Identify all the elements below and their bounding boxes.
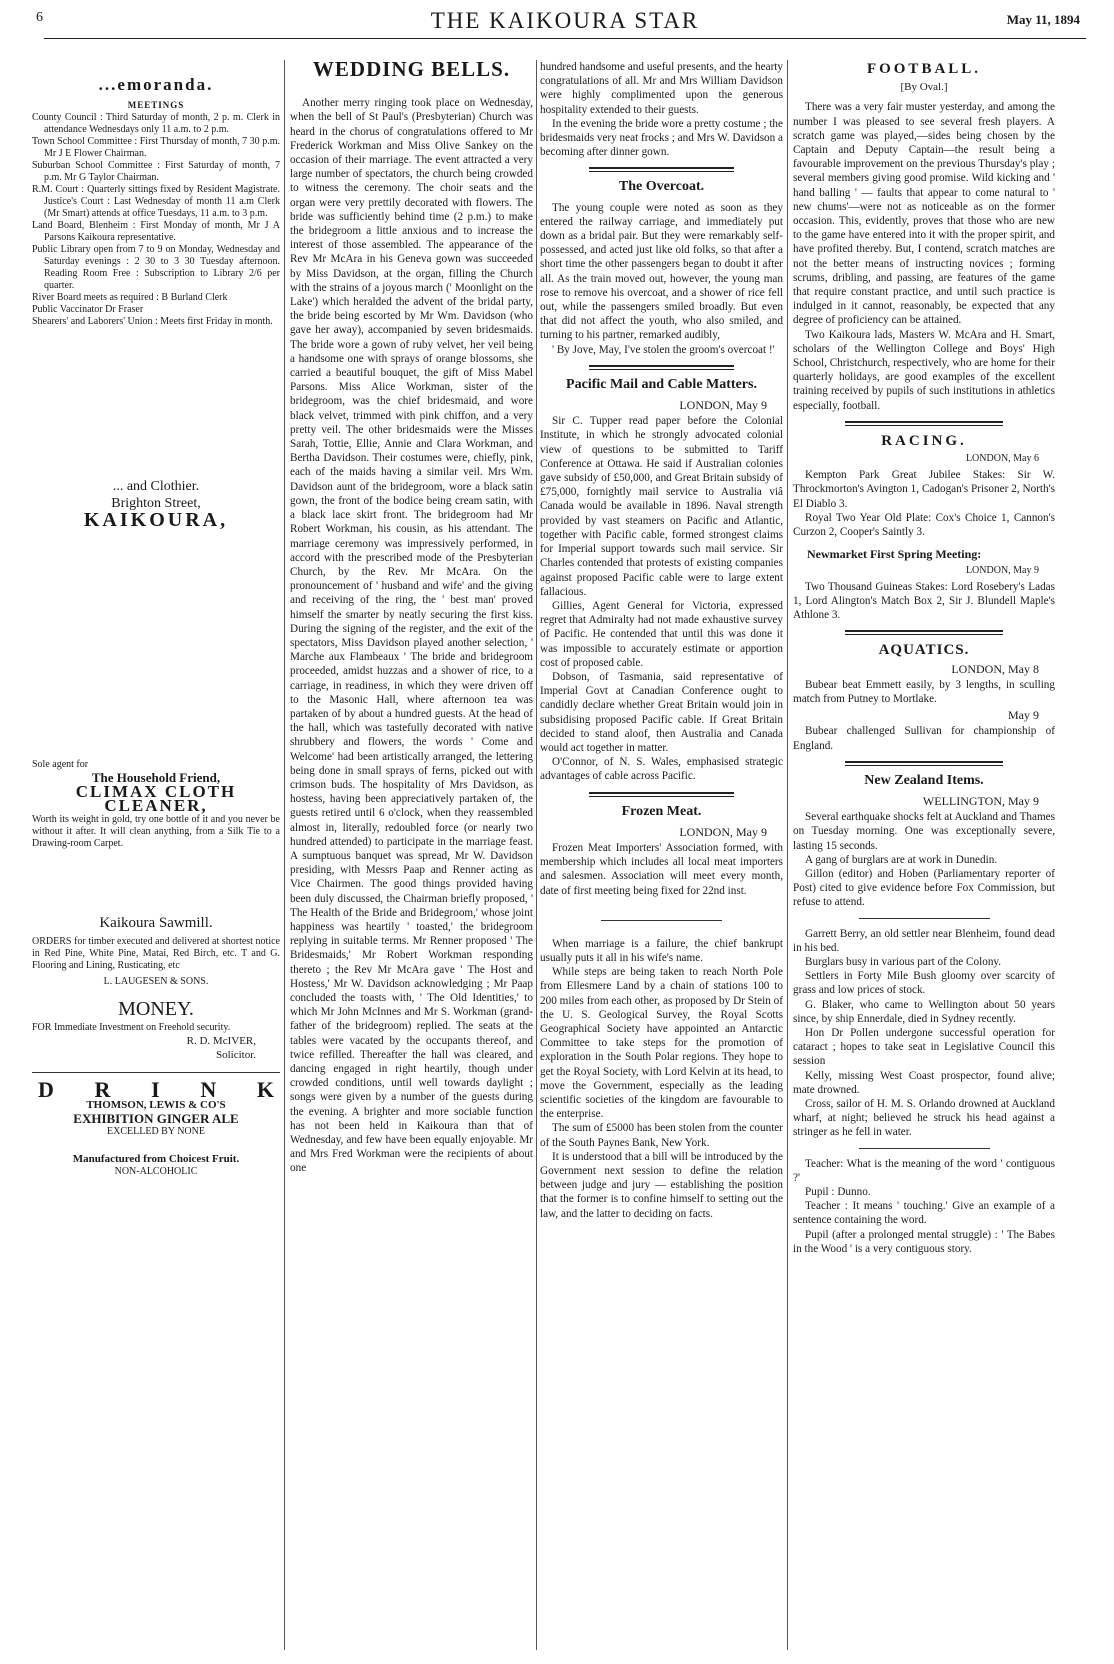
joke-line: Teacher : It means ' touching.' Give an example of a sentence containing the word. (793, 1200, 1055, 1227)
pacific-para: Dobson, of Tasmania, said representative of Imperial Govt at Canadian Conference ought to candidly declare whether Great Britain would join in subsidising proposed Pacific cable. If Great Britain decided to stand aloof, then Australia and Canada would act together in matter. (540, 670, 783, 754)
household-ad-intro: Sole agent for (32, 759, 89, 771)
football-para: Two Kaikoura lads, Masters W. McAra and H. Smart, scholars of the Wellington College and Boys' High School, Christchurch, respectively, who are home for their quarterly holidays, are good examples of the excellent training received by pupils of such institutions in athletics especially, football. (793, 328, 1055, 412)
meeting-item: Shearers' and Laborers' Union : Meets first Friday in month. (32, 316, 273, 328)
aquatics-title: AQUATICS. (878, 642, 970, 659)
column-2 (290, 60, 533, 1656)
section-rule (845, 761, 1002, 766)
aquatics-dateline-2: May 9 (1008, 708, 1039, 723)
drink-ad-line2: EXHIBITION GINGER ALE (73, 1110, 239, 1126)
column-4 (793, 60, 1055, 1656)
pacific-para: Gillies, Agent General for Victoria, expressed regret that Admiralty had not made exhaustive survey of Pacific. He contended that until this was done it was impossible to accurately estimate or apportion cost of proposed cable. (540, 599, 783, 669)
memoranda-title: ...emoranda. (98, 75, 214, 94)
column-1 (32, 60, 280, 1656)
frozen-meat-para: Frozen Meat Importers' Association formed, with membership which includes all local meat importers and salesmen. Association will meet every month, date of first meeting being fixed for 22nd inst. (540, 841, 783, 897)
money-ad-sig1: R. D. McIVER, (186, 1035, 256, 1048)
clothier-ad-line1: ... and Clothier. (112, 479, 200, 495)
misc-para: It is understood that a bill will be introduced by the Government next session to define the relation between judge and jury — establishing the position that the former is to confine himself to setting out the law, and the latter to deciding on facts. (540, 1150, 783, 1220)
newspaper-title: THE KAIKOURA STAR (430, 8, 700, 33)
meeting-item: River Board meets as required : B Burland Clerk (32, 292, 228, 304)
nz-items-title: New Zealand Items. (864, 772, 984, 788)
misc-para: When marriage is a failure, the chief bankrupt usually puts it all in his wife's name. (540, 937, 783, 964)
household-ad-product2: CLEANER, (104, 796, 208, 816)
section-rule (589, 167, 735, 172)
pacific-title: Pacific Mail and Cable Matters. (566, 376, 757, 392)
football-title: FOOTBALL. (866, 61, 982, 77)
clothier-ad-line3: KAIKOURA, (83, 508, 229, 531)
meeting-item: Suburban School Committee : First Saturday of month, 7 p.m. Mr G Taylor Chairman. (32, 160, 280, 184)
aquatics-para: Bubear challenged Sullivan for championship of England. (793, 725, 1055, 752)
meeting-item: Public Library open from 7 to 9 on Monday, Wednesday and Saturday evenings : 2 30 to 3 30 Tuesday afternoon. Reading Room Free : Subscription to Library 2/6 per quarter. (32, 244, 280, 292)
drink-ad-line1: THOMSON, LEWIS & CO'S (86, 1098, 226, 1111)
overcoat-para: The young couple were noted as soon as they entered the railway carriage, and immediately put down as a bridal pair. But they were remarkably self-possessed, and acted just like old folks, so that after a short time the other passengers began to doubt it after all. As the train moved out, however, the young man rose to remove his overcoat, and a shower of rice fell out, while the passengers smiled broadly. But even that did not affect the youth, who also smiled, and turning to his partner, remarked audibly, (540, 201, 783, 342)
frozen-meat-title: Frozen Meat. (621, 803, 702, 819)
drink-ad-letters (32, 1077, 280, 1103)
section-rule (859, 1148, 990, 1149)
clothier-ad-line2: Brighton Street, (111, 495, 201, 511)
section-rule (859, 918, 990, 919)
page-number: 6 (36, 10, 43, 25)
nz-item: A gang of burglars are at work in Dunedin. (805, 853, 998, 866)
joke-line: Pupil : Dunno. (805, 1186, 871, 1199)
racing-para: Kempton Park Great Jubilee Stakes: Sir W. Throckmorton's Avington 1, Cadogan's Prisoner 2, North's El Diablo 3. (793, 469, 1055, 510)
drink-letter: R (94, 1077, 111, 1103)
money-ad-body: FOR Immediate Investment on Freehold security. (32, 1022, 231, 1034)
meeting-item: County Council : Third Saturday of month, 2 p. m. Clerk in attendance Wednesdays only 11 a.m. to 2 p.m. (32, 112, 280, 136)
section-rule (845, 630, 1002, 635)
drink-ad-line3: EXCELLED BY NONE (107, 1126, 205, 1138)
aquatics-dateline: LONDON, May 8 (951, 661, 1039, 676)
sawmill-ad-signature: L. LAUGESEN & SONS. (103, 975, 209, 987)
drink-letter: D (38, 1077, 54, 1103)
racing-para: Two Thousand Guineas Stakes: Lord Rosebery's Ladas 1, Lord Alington's Match Box 2, Sir J. Blundell Maple's Athlone 3. (793, 580, 1055, 622)
nz-items-dateline: WELLINGTON, May 9 (922, 793, 1039, 808)
sawmill-ad-title: Kaikoura Sawmill. (99, 914, 213, 931)
pacific-para: Sir C. Tupper read paper before the Colonial Institute, in which he strongly advocated colonial view of questions to be submitted to Tariff Conference at Ottawa. He said if Australian colonies gave subsidy of £50,000, and Great Britain subsidy of £75,000, fornightly mail service to Australia viâ Canada would be available in 1896. Naval strength provided by vast steamers on Pacific and Atlantic, together with Pacific cable, formed strongest claims for Imperial support towards such mail service. Sir Charles contended that protests of existing companies against proposed Pacific cable were to large extent fallacious. (540, 415, 783, 598)
football-byline: [By Oval.] (900, 81, 948, 94)
nz-item: Gillon (editor) and Hoben (Parliamentary reporter of Post) cited to give evidence before Fox Commission, but refuse to attend. (793, 867, 1055, 909)
money-ad-title: MONEY. (118, 997, 194, 1020)
drink-ad-line4: Manufactured from Choicest Fruit. (72, 1153, 240, 1166)
overcoat-para: ' By Jove, May, I've stolen the groom's overcoat !' (552, 343, 775, 356)
sawmill-ad-body: ORDERS for timber executed and delivered at shortest notice in Red Pine, White Pine, Matai, Red Birch, etc. T and G. Flooring and Lining, Rusticating, etc (32, 935, 280, 971)
column-divider (536, 60, 537, 1650)
meeting-item: Public Vaccinator Dr Fraser (32, 304, 144, 316)
nz-item: Cross, sailor of H. M. S. Orlando drowned at Auckland wharf, at night; believed he struck his head against a stringer as he fell in water. (793, 1098, 1055, 1139)
racing-dateline: LONDON, May 6 (965, 453, 1039, 465)
football-para: There was a very fair muster yesterday, and among the number I was pleased to see several fresh players. A scratch game was played,—sides being chosen by the Captain and Deputy Captain—the result being a favourable improvement on the previous Thursday's play ; several members giving good promise. Wild kicking and ' hand balling ' — faults that appear to come natural to ' new chums'—were not as noticeable as on the former occasion. This, evidently, proves that those who are new to the game have entered into it with the proper spirit, and have profited thereby. But, I contend, scratch matches are not the better means of instructing novices ; forming scrums, dribling, and passing, are features of the game that require constant practice, and until such practice is indulged in it cannot, reasonably, be expected that any degree of proficiency can be attained. (793, 101, 1055, 327)
ad-divider (32, 1072, 280, 1073)
nz-item: Burglars busy in various part of the Colony. (805, 955, 1002, 968)
racing-para: Royal Two Year Old Plate: Cox's Choice 1, Cannon's Curzon 2, Cooper's Saintly 3. (793, 511, 1055, 539)
wedding-continued: hundred handsome and useful presents, and the hearty congratulations of all. Mr and Mrs William Davidson were highly complimented upon the generous hospitality extended to their guests. (540, 61, 783, 116)
wedding-bells-title: WEDDING BELLS. (312, 60, 511, 81)
nz-item: Kelly, missing West Coast prospector, found alive; mate drowned. (793, 1069, 1055, 1096)
drink-letter: N (200, 1077, 217, 1103)
section-rule (845, 421, 1002, 426)
section-rule (601, 920, 723, 921)
masthead (36, 6, 1086, 39)
misc-para: While steps are being taken to reach North Pole from Ellesmere Land by a chain of stations 100 to 200 miles from each other, as proposed by Dr Stein of the U. S. Geological Survey, the Royal Scotts Geographical Society have appointed an Antarctic Committee to take steps for the promotion of exploration in the South Polar regions. They hope to get the Royal Society, with Lord Kelvin at its head, to move the Government, especially as the leading scientific societies of the kingdom are favourable to the enterprise. (540, 966, 783, 1121)
frozen-meat-dateline: LONDON, May 9 (679, 824, 767, 839)
household-ad-body: Worth its weight in gold, try one bottle of it and you never be without it after. It will clean anything, from a Silk Tie to a Drawing-room Carpet. (32, 813, 280, 849)
meeting-item: Land Board, Blenheim : First Monday of month, Mr J A Parsons Kaikoura representative. (32, 220, 280, 244)
household-ad-product1: CLIMAX CLOTH (75, 782, 237, 802)
money-ad-sig2: Solicitor. (215, 1049, 256, 1062)
meetings-label: MEETINGS (127, 100, 185, 111)
household-ad-name: The Household Friend, (91, 770, 221, 786)
nz-item: Hon Dr Pollen undergone successful operation for cataract ; hopes to take seat in Legislative Council this session (793, 1026, 1055, 1068)
drink-letter: I (151, 1077, 160, 1103)
misc-para: The sum of £5000 has been stolen from the counter of the South Paynes Bank, New York. (540, 1122, 783, 1149)
aquatics-para: Bubear beat Emmett easily, by 3 lengths, in sculling match from Putney to Mortlake. (793, 678, 1055, 705)
racing-title: RACING. (881, 432, 967, 449)
nz-item: Several earthquake shocks felt at Auckland and Thames on Tuesday morning. One was exceptionally severe, lasting 15 seconds. (793, 811, 1055, 852)
issue-date: May 11, 1894 (1006, 12, 1080, 27)
newmarket-title: Newmarket First Spring Meeting: (807, 547, 982, 562)
drink-ad-line5: NON-ALCOHOLIC (114, 1166, 198, 1178)
racing-dateline-2: LONDON, May 9 (965, 564, 1039, 576)
joke-line: Pupil (after a prolonged mental struggle) : ' The Babes in the Wood ' is a very contiguous story. (793, 1228, 1055, 1255)
nz-item: Settlers in Forty Mile Bush gloomy over scarcity of grass and low prices of stock. (793, 970, 1055, 997)
joke-line: Teacher: What is the meaning of the word ' contiguous ?' (793, 1157, 1055, 1184)
drink-letter: K (256, 1077, 274, 1103)
pacific-dateline: LONDON, May 9 (679, 398, 767, 413)
meetings-list (32, 112, 280, 328)
column-divider (284, 60, 285, 1650)
nz-item: Garrett Berry, an old settler near Blenheim, found dead in his bed. (793, 927, 1055, 954)
meeting-item: Town School Committee : First Thursday of month, 7 30 p.m. Mr J E Flower Chairman. (32, 136, 280, 160)
section-rule (589, 792, 735, 797)
nz-item: G. Blaker, who came to Wellington about 50 years since, by ship Ennerdale, died in Sydney recently. (793, 998, 1055, 1025)
pacific-para: O'Connor, of N. S. Wales, emphasised strategic advantages of cable across Pacific. (540, 756, 783, 783)
wedding-continued-2: In the evening the bride wore a pretty costume ; the bridesmaids very neat frocks ; and Mrs W. Davidson a becoming after dinner gown. (540, 117, 783, 159)
wedding-bells-body: Another merry ringing took place on Wednesday, when the bell of St Paul's (Presbyterian) Church was heard in the chorus of congratulations offered to Mr Frederick Workman and Miss Olive Sankey on the occasion of their marriage. The event attracted a very large number of spectators, the church being crowded to witness the ceremony. The choir seats and the organ were very prettily decorated with flowers. The bride was sufficiently behind time (2 p.m.) to make the bridegroom a little anxious and to increase the interest of those assembled. The appearance of the Rev Mr McAra in his Geneva gown was succeeded by Miss Davidson, at the organ, filling the Church with the strains of a joyous march (' Moonlight on the Lake') which heralded the advent of the bridal party, the bride being escorted by Mr Wm. Davidson (who gave her away), accompanied by seven bridesmaids. The bride wore a gown of ruby velvet, her veil being a handsome one with sprays of orange blossoms, she carried a beautiful bouquet, the gift of Miss Mabel Parsons. Miss Alice Workman, sister of the bridegroom, was the chief bridesmaid, and wore black velvet, trimmed with pink chiffon, and a very pretty veil. The other bridesmaids were the Misses Sarah, Tottie, Ellie, Annie and Clara Workman, and Bertha Davidson. Their costumes were, chiefly, pink, each of the maids having a similar veil. Mrs Wm. Davidson aunt of the bridegroom, wore a black satin gown, the front of the bodice being cream satin, with a black lace skirt front. The bridegroom had Mr Robert Workman, his cousin, as his attendant. The marriage ceremony was impressively performed, in accord with the prescribed mode of the Presbyterian Church, by the Rev. Mr McAra. On the pronouncement of ' husband and wife' and the giving and receiving of the ring, the ' best man' proved himself the smarter by neatly securing the first kiss. During the signing of the register, and the exit of the spectators, Miss Davidson played another selection, ' Marche aux Flambeaux ' The bride and bridegroom proceeded, amidst huzzas and a shower of rice, to a carriage, in readiness, in which they were driven off to the Masonic Hall, where afternoon tea was partaken of by about a hundred guests. At the head of the hall, which was tastefully decorated with native shrubbery and flowers, the words ' Come and Welcome' had been artistically arranged, the lettering being done in small sprays of ferns, picked out with crimson buds. The hospitality of Mrs Davidson, as hostess, having been appreciatively partaken of, the guests retired until 6 o'clock, when they reassembled almost in, literally, redoubled force (or nearly two hundred attended) to participate in the marriage feast. A sumptuous banquet was spread, Mr W. Davidson presiding, with Messrs Paap and Renner acting as Vice Chairmen. The good things provided having been duly discussed, the Chairman briefly proposed, ' The Health of the Bride and Bridegroom,' whose joint happiness was heartily ' toasted,' the bridegroom replying in suitable terms. Mr Renner proposed ' The Bridesmaids,' Mr Robert Workman responding thereto ; the Rev Mr McAra gave ' The Host and Hostess,' Mr W. Davidson acknowledging ; Mr Paap concluded the toasts with, ' The Old Identities,' to which Mr John McInnes and Mr S. Workman (grand-father of the bridegroom) replied. The seats at the tables were vacated by the occupants thereof, and twice refilled. Thereafter the hall was cleared, and dancing engaged in right heartily, though under crowded conditions, until well towards daylight ; songs were given by a number of the guests during the evening. A brighter and more sociable function has not been held in Kaikoura than that of Wednesday, and few have been equally enjoyable. Mr and Mrs Fred Workman were the recipients of about one (290, 97, 533, 1175)
section-rule (589, 365, 735, 370)
column-divider (787, 60, 788, 1650)
overcoat-title: The Overcoat. (618, 179, 705, 195)
column-3 (540, 60, 783, 1656)
meeting-item: R.M. Court : Quarterly sittings fixed by Resident Magistrate. Justice's Court : Last Wednesday of month 11 a.m Clerk (Mr Smart) attends at office Tuesdays, 11 a.m. to 3 p.m. (32, 184, 280, 220)
